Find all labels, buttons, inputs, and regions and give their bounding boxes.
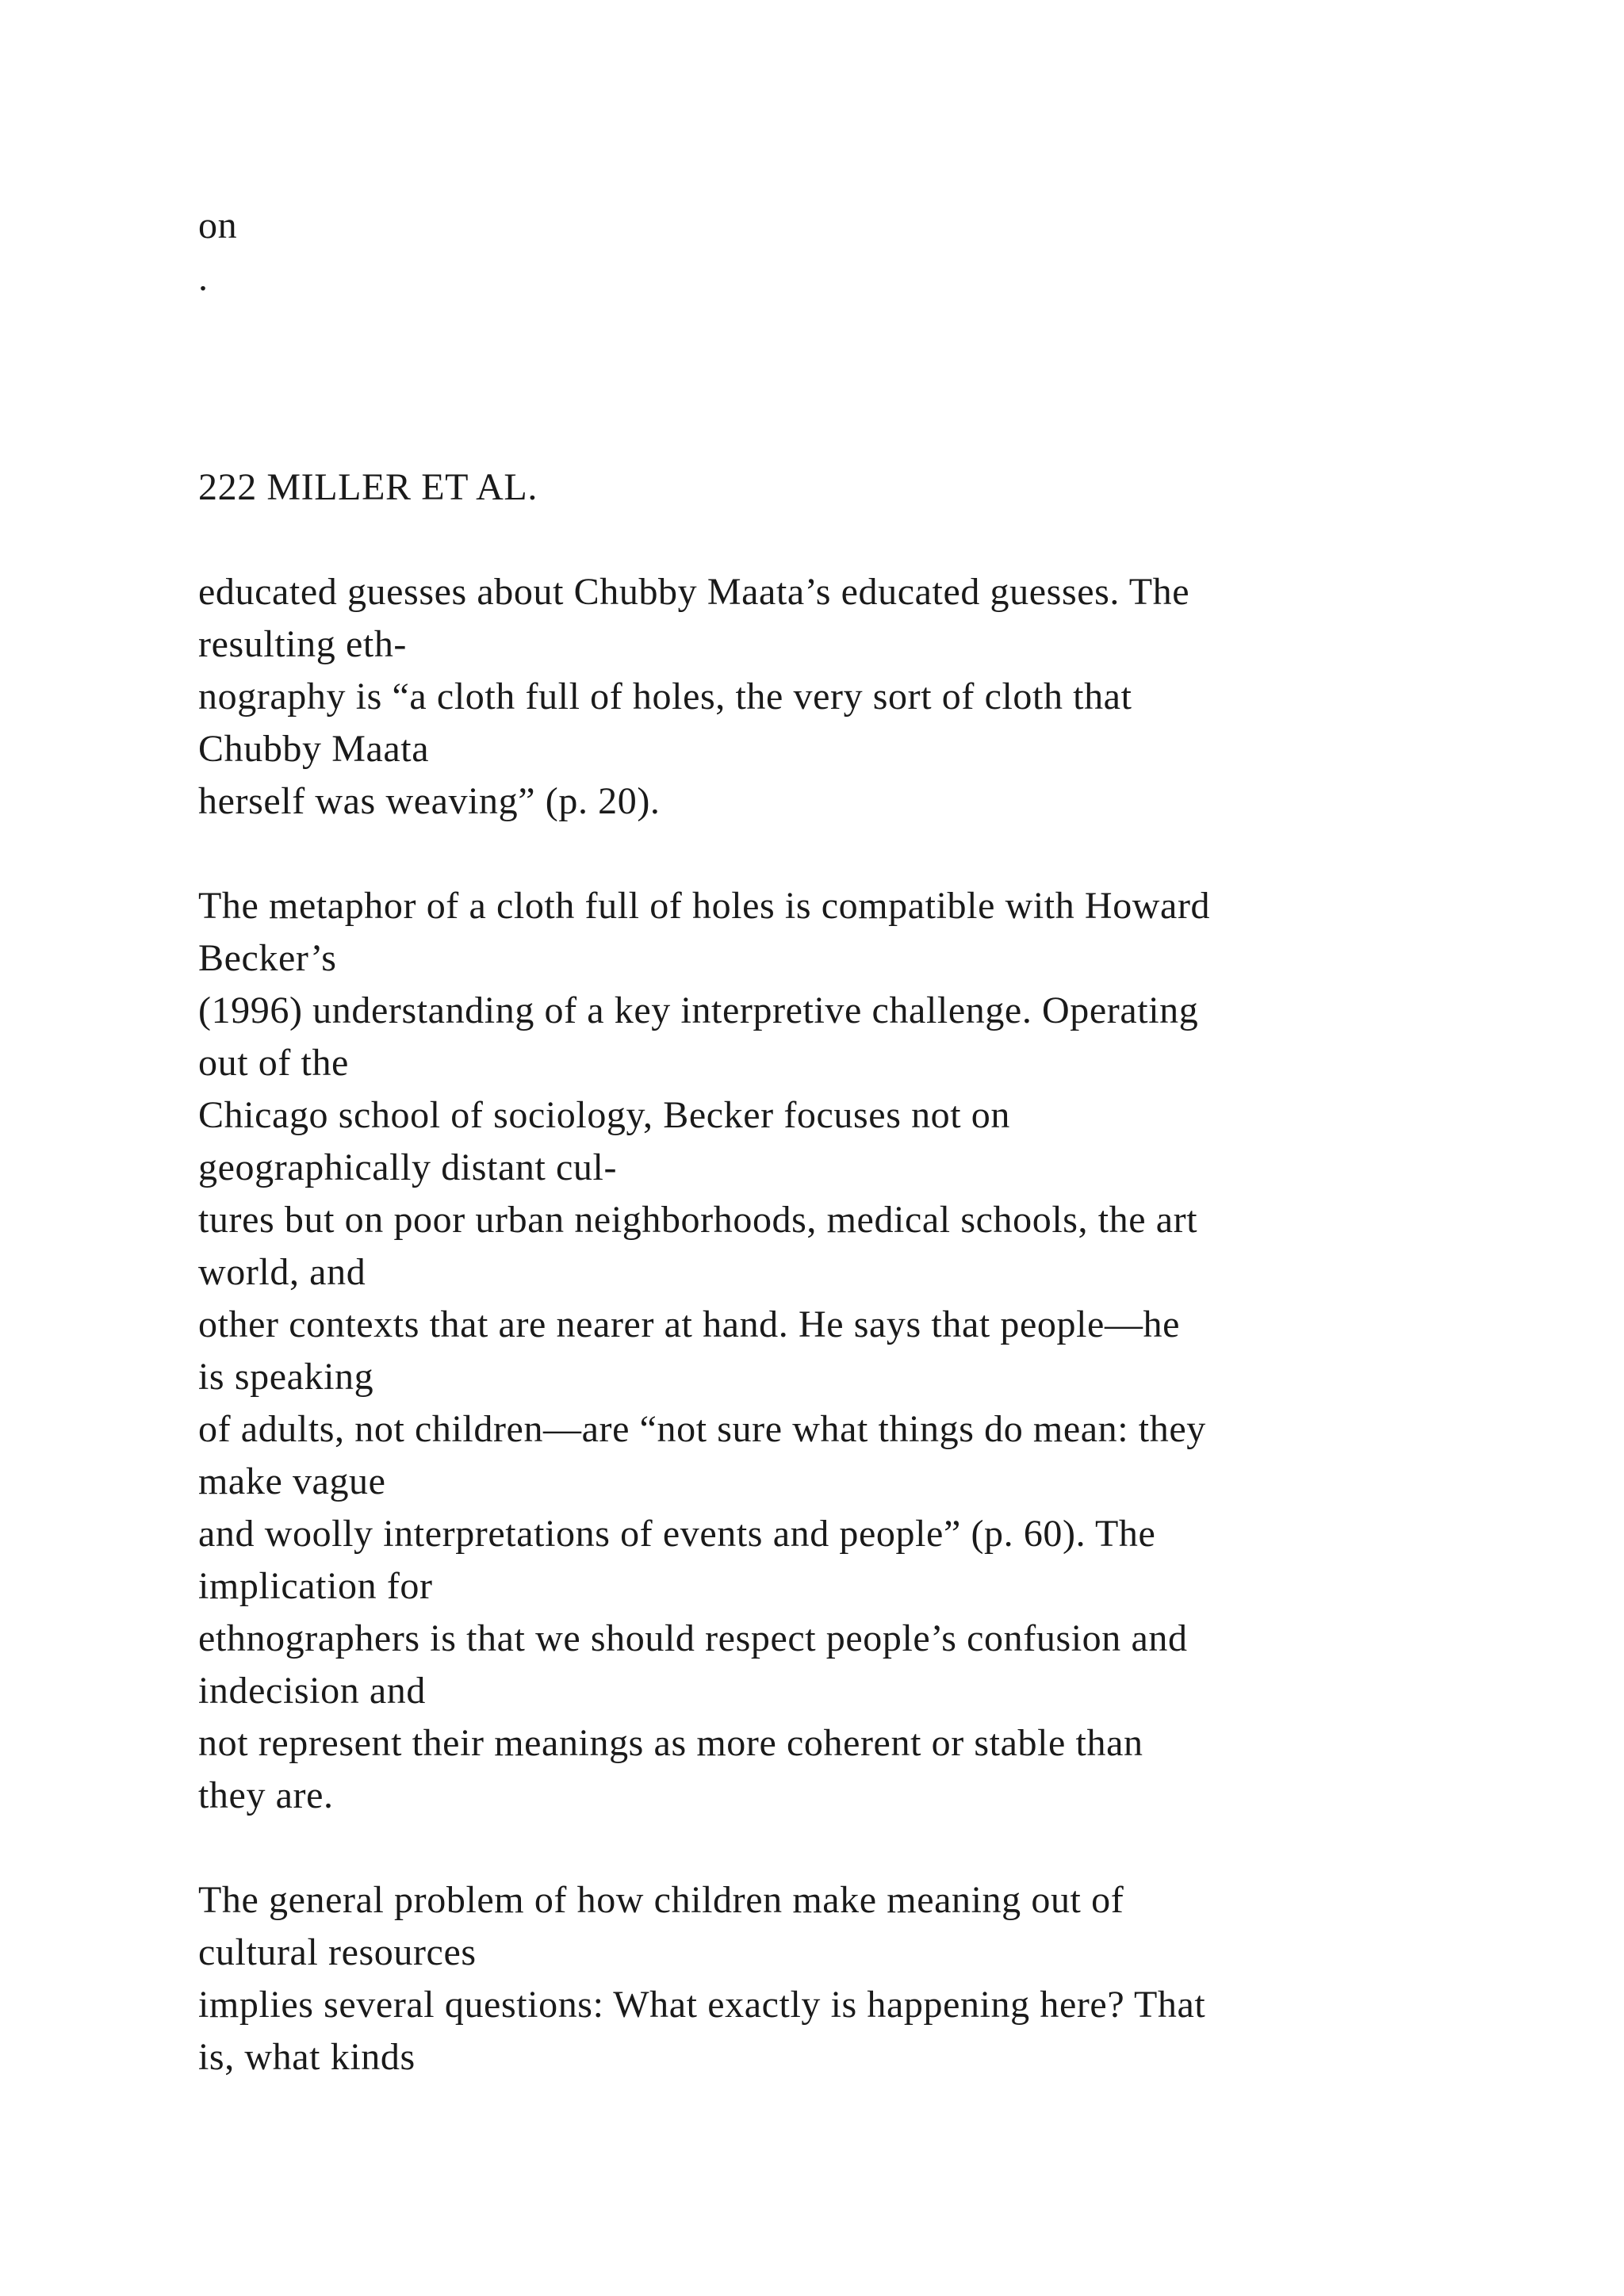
text-line: implies several questions: What exactly is happening here? That bbox=[198, 1984, 1206, 2026]
text-line: geographically distant cul- bbox=[198, 1146, 618, 1188]
text-line: make vague bbox=[198, 1460, 386, 1502]
text-line: indecision and bbox=[198, 1670, 427, 1712]
text-line: is, what kinds bbox=[198, 2036, 416, 2078]
text-line: other contexts that are nearer at hand. He says that people—he bbox=[198, 1303, 1181, 1345]
text-line: cultural resources bbox=[198, 1931, 477, 1973]
text-line: Becker’s bbox=[198, 937, 337, 979]
text-line: they are. bbox=[198, 1774, 334, 1816]
text-line: (1996) understanding of a key interpretive challenge. Operating bbox=[198, 989, 1199, 1031]
fragment-line: . bbox=[198, 257, 209, 299]
text-line: not represent their meanings as more coherent or stable than bbox=[198, 1722, 1143, 1764]
text-line: is speaking bbox=[198, 1356, 374, 1398]
text-line: Chicago school of sociology, Becker focuses not on bbox=[198, 1094, 1011, 1136]
text-line: educated guesses about Chubby Maata’s educated guesses. The bbox=[198, 571, 1190, 613]
text-line: implication for bbox=[198, 1565, 433, 1607]
text-line: ethnographers is that we should respect people’s confusion and bbox=[198, 1617, 1188, 1659]
fragment-line: on bbox=[198, 205, 238, 247]
text-line: tures but on poor urban neighborhoods, medical schools, the art bbox=[198, 1199, 1198, 1241]
text-line: The general problem of how children make meaning out of bbox=[198, 1879, 1124, 1921]
text-line: and woolly interpretations of events and people” (p. 60). The bbox=[198, 1513, 1156, 1555]
running-head: 222 MILLER ET AL. bbox=[198, 466, 538, 508]
text-line: The metaphor of a cloth full of holes is compatible with Howard bbox=[198, 885, 1211, 927]
text-line: Chubby Maata bbox=[198, 728, 430, 770]
text-line: nography is “a cloth full of holes, the very sort of cloth that bbox=[198, 675, 1132, 718]
text-line: out of the bbox=[198, 1042, 349, 1084]
text-line: world, and bbox=[198, 1251, 366, 1293]
text-line: of adults, not children—are “not sure what things do mean: they bbox=[198, 1408, 1206, 1450]
text-line: herself was weaving” (p. 20). bbox=[198, 780, 661, 822]
text-line: resulting eth- bbox=[198, 623, 408, 665]
